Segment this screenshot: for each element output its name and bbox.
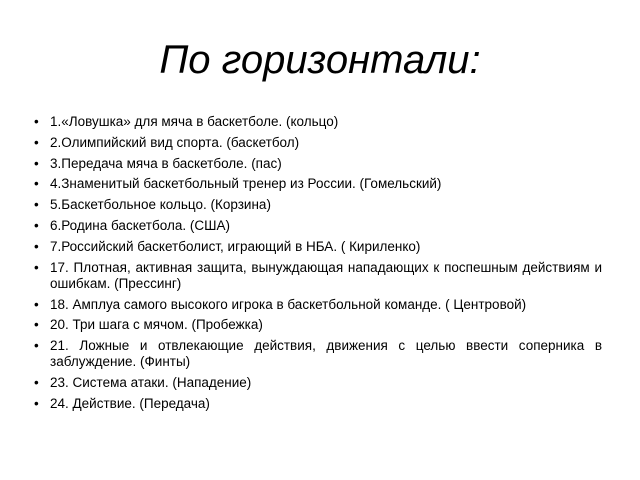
bullet-icon: • xyxy=(34,238,39,254)
clue-text: 20. Три шага с мячом. (Пробежка) xyxy=(50,317,263,333)
bullet-icon: • xyxy=(34,217,39,233)
list-item xyxy=(32,338,602,370)
clue-text: 2.Олимпийский вид спорта. (баскетбол) xyxy=(50,134,300,150)
clue-text: 4.Знаменитый баскетбольный тренер из России. (Гомельский) xyxy=(50,176,442,192)
bullet-icon: • xyxy=(34,375,39,391)
list-item xyxy=(32,176,602,192)
clue-text: 3.Передача мяча в баскетболе. (пас) xyxy=(50,155,282,171)
bullet-icon: • xyxy=(34,176,39,192)
clue-text: 7.Российский баскетболист, играющий в НБА. ( Кириленко) xyxy=(50,238,421,254)
bullet-icon: • xyxy=(34,296,39,312)
list-item xyxy=(32,396,602,412)
list-item xyxy=(32,197,602,213)
list-item xyxy=(32,239,602,255)
bullet-icon: • xyxy=(34,114,39,129)
clue-text: 18. Амплуа самого высокого игрока в баскетбольной команде. ( Центровой) xyxy=(50,296,527,312)
clue-text: 5.Баскетбольное кольцо. (Корзина) xyxy=(50,197,271,213)
bullet-icon: • xyxy=(34,155,39,171)
clue-text: 23. Система атаки. (Нападение) xyxy=(50,375,252,391)
list-item xyxy=(32,375,602,391)
clue-text: 1.«Ловушка» для мяча в баскетболе. (кольцо) xyxy=(50,114,339,129)
bullet-icon: • xyxy=(34,197,39,213)
crossword-clue-list xyxy=(32,114,602,417)
slide-title: По горизонтали: xyxy=(159,38,481,82)
list-item xyxy=(32,135,602,151)
clue-text: 17. Плотная, активная защита, вынуждающая нападающих к поспешным действиям и ошибкам. (Прессинг) xyxy=(50,259,602,291)
clue-text: 24. Действие. (Передача) xyxy=(50,395,210,411)
bullet-icon: • xyxy=(34,395,39,411)
bullet-icon: • xyxy=(34,317,39,333)
clue-text: 21. Ложные и отвлекающие действия, движения с целью ввести соперника в заблуждение. (Финты) xyxy=(50,338,602,370)
list-item xyxy=(32,156,602,172)
bullet-icon: • xyxy=(34,134,39,150)
bullet-icon: • xyxy=(34,259,39,275)
bullet-icon: • xyxy=(34,338,39,354)
list-item xyxy=(32,297,602,313)
list-item xyxy=(32,260,602,292)
list-item xyxy=(32,218,602,234)
list-item xyxy=(32,317,602,333)
list-item xyxy=(32,114,602,130)
clue-text: 6.Родина баскетбола. (США) xyxy=(50,217,230,233)
